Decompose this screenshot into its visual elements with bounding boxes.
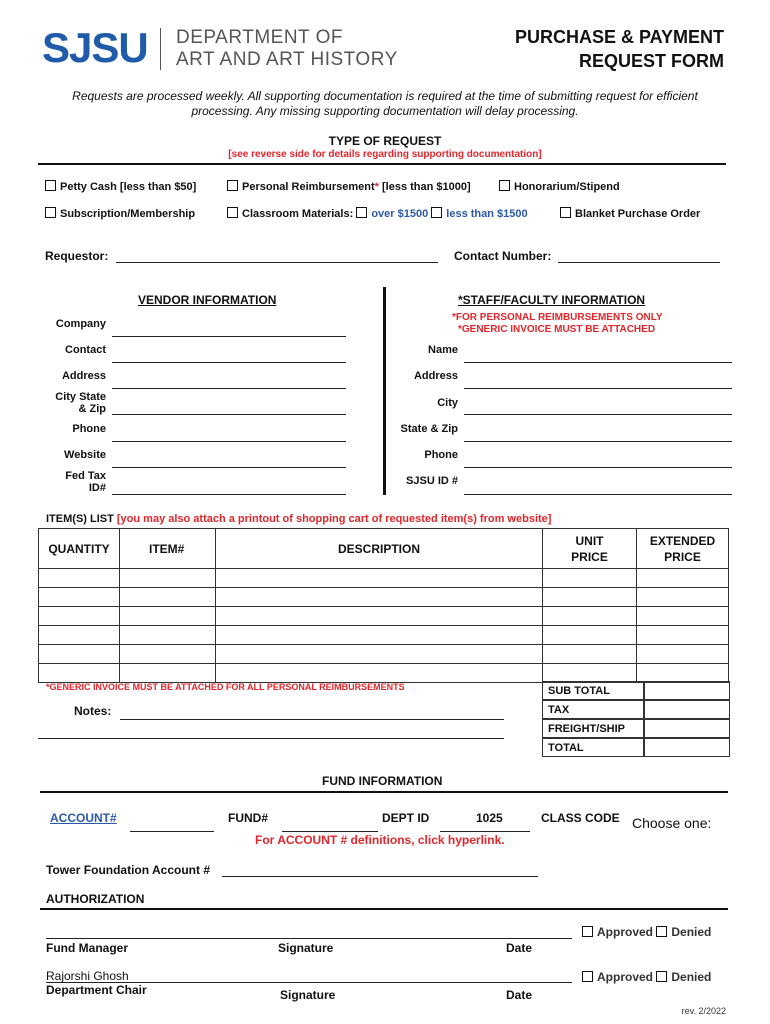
staff-address-field[interactable] (464, 388, 732, 389)
vendor-address-field[interactable] (112, 388, 346, 389)
col-description: DESCRIPTION (216, 529, 543, 569)
request-type-heading: TYPE OF REQUEST (328, 134, 442, 148)
vendor-city-label-2: & Zip (78, 403, 106, 415)
over-1500-label: over $1500 (371, 208, 429, 220)
notice-line1: Requests are processed weekly. All supporting documentation is required at the time of submitting request for efficient (72, 89, 698, 103)
class-code-select[interactable]: Choose one: (632, 815, 712, 831)
subtotal-label: SUB TOTAL (542, 681, 644, 700)
freight-value[interactable] (644, 719, 730, 738)
subtotal-value[interactable] (644, 681, 730, 700)
staff-sjsu-id-field[interactable] (464, 494, 732, 495)
request-type-rule (38, 163, 726, 165)
form-title-line1: PURCHASE & PAYMENT (514, 27, 724, 47)
contact-number-field[interactable] (558, 262, 720, 263)
blanket-po-label: Blanket Purchase Order (575, 208, 701, 220)
col-quantity: QUANTITY (39, 529, 120, 569)
less-1500-checkbox[interactable] (431, 207, 442, 218)
fund-manager-approved-checkbox[interactable] (582, 926, 593, 937)
vendor-phone-label: Phone (72, 423, 106, 435)
items-table (38, 528, 729, 683)
fund-manager-date-label: Date (506, 941, 533, 955)
staff-state-zip-field[interactable] (464, 441, 732, 442)
tax-value[interactable] (644, 700, 730, 719)
revision-label: rev. 2/2022 (681, 1006, 726, 1016)
subscription-checkbox[interactable] (45, 207, 56, 218)
petty-cash-checkbox[interactable] (45, 180, 56, 191)
items-header-row (39, 529, 729, 569)
chair-name: Rajorshi Ghosh (46, 969, 129, 983)
chair-approval[interactable] (582, 970, 711, 984)
blanket-po-checkbox[interactable] (560, 207, 571, 218)
table-row[interactable] (39, 626, 729, 645)
chair-signature-label: Signature (280, 988, 336, 1002)
notes-label: Notes: (74, 704, 112, 718)
petty-cash-label: Petty Cash [less than $50] (60, 181, 197, 193)
table-row[interactable] (39, 607, 729, 626)
col-extended-price-line1: EXTENDED (649, 533, 716, 548)
items-heading (46, 513, 551, 525)
fund-manager-signature-label: Signature (278, 941, 334, 955)
account-hyperlink-note: For ACCOUNT # definitions, click hyperlink. (255, 833, 505, 847)
vendor-website-field[interactable] (112, 467, 346, 468)
requestor-label: Requestor: (45, 249, 109, 263)
staff-sjsu-id-label: SJSU ID # (406, 475, 458, 487)
vendor-fedtax-label-2: ID# (88, 482, 106, 494)
items-heading-label: ITEM(S) LIST (46, 513, 114, 525)
staff-heading: *STAFF/FACULTY INFORMATION (458, 293, 646, 307)
over-1500-checkbox[interactable] (356, 207, 367, 218)
col-extended-price-line2: PRICE (664, 549, 701, 564)
chair-date-label: Date (506, 988, 533, 1002)
col-extended-price (637, 529, 729, 569)
personal-reimbursement-label: Personal Reimbursement (242, 181, 375, 193)
classroom-materials-checkbox[interactable] (227, 207, 238, 218)
total-value[interactable] (644, 738, 730, 757)
fund-manager-denied-checkbox[interactable] (656, 926, 667, 937)
fund-field[interactable] (282, 831, 378, 832)
vendor-fedtax-label-1: Fed Tax (65, 470, 106, 482)
vendor-city-field[interactable] (112, 414, 346, 415)
fund-rule (40, 791, 728, 793)
generic-invoice-note: *GENERIC INVOICE MUST BE ATTACHED FOR ALL PERSONAL REIMBURSEMENTS (46, 682, 405, 692)
notice-line2: processing. Any missing supporting documentation will delay processing. (191, 104, 579, 118)
vendor-website-label: Website (64, 449, 106, 461)
subscription-label: Subscription/Membership (60, 208, 196, 220)
freight-label: FREIGHT/SHIP (542, 719, 644, 738)
fund-manager-approval[interactable] (582, 925, 711, 939)
table-row[interactable] (39, 664, 729, 683)
vendor-address-label: Address (61, 370, 106, 382)
personal-reimbursement-checkbox[interactable] (227, 180, 238, 191)
form-title-line2: REQUEST FORM (578, 51, 724, 71)
petty-cash-option[interactable] (45, 180, 196, 193)
tower-foundation-label: Tower Foundation Account # (46, 863, 210, 877)
tower-foundation-field[interactable] (222, 876, 538, 877)
col-item: ITEM# (120, 529, 216, 569)
chair-approved-label: Approved (597, 970, 654, 984)
account-link[interactable]: ACCOUNT# (50, 811, 117, 825)
honorarium-label: Honorarium/Stipend (514, 181, 620, 193)
vendor-company-field[interactable] (112, 336, 346, 337)
vendor-city-label-1: City State (55, 391, 106, 403)
sjsu-logo: SJSU (42, 24, 148, 71)
dept-name-line2: ART AND ART HISTORY (176, 49, 398, 70)
request-type-subheading: [see reverse side for details regarding supporting documentation] (228, 149, 542, 160)
personal-reimbursement-star: * (374, 181, 379, 193)
fund-manager-denied-label: Denied (671, 925, 712, 939)
table-row[interactable] (39, 569, 729, 588)
staff-city-field[interactable] (464, 414, 732, 415)
department-chair-label: Department Chair (46, 983, 147, 997)
col-unit-price (543, 529, 637, 569)
fund-manager-label: Fund Manager (46, 941, 129, 955)
less-1500-label: less than $1500 (446, 208, 528, 220)
fund-manager-approved-label: Approved (597, 925, 654, 939)
staff-city-label: City (437, 397, 458, 409)
authorization-rule (40, 908, 728, 910)
personal-reimbursement-option[interactable] (227, 180, 471, 193)
dept-name-line1: DEPARTMENT OF (176, 27, 343, 48)
vendor-contact-field[interactable] (112, 362, 346, 363)
contact-number-label: Contact Number: (454, 249, 552, 263)
vendor-fedtax-field[interactable] (112, 494, 346, 495)
chair-denied-checkbox[interactable] (656, 971, 667, 982)
dept-id-field[interactable] (440, 831, 530, 832)
chair-denied-label: Denied (671, 970, 712, 984)
authorization-heading: AUTHORIZATION (46, 892, 145, 906)
dept-id-label: DEPT ID (382, 811, 430, 825)
vendor-contact-label: Contact (65, 344, 106, 356)
staff-phone-field[interactable] (464, 467, 732, 468)
staff-phone-label: Phone (424, 449, 458, 461)
fund-heading: FUND INFORMATION (322, 774, 443, 788)
vendor-phone-field[interactable] (112, 441, 346, 442)
vendor-company-label: Company (55, 318, 106, 330)
classroom-materials-label: Classroom Materials: (242, 208, 354, 220)
subscription-option[interactable] (45, 207, 195, 220)
table-row[interactable] (39, 588, 729, 607)
vendor-heading: VENDOR INFORMATION (138, 293, 277, 307)
requestor-field[interactable] (116, 262, 438, 263)
tax-label: TAX (542, 700, 644, 719)
section-divider (383, 287, 386, 495)
classroom-materials-option[interactable] (227, 207, 528, 220)
staff-name-label: Name (428, 344, 458, 356)
staff-note-1: *FOR PERSONAL REIMBURSEMENTS ONLY (452, 312, 663, 323)
chair-approved-checkbox[interactable] (582, 971, 593, 982)
personal-reimbursement-limit: [less than $1000] (382, 181, 471, 193)
total-label: TOTAL (542, 738, 644, 757)
blanket-po-option[interactable] (560, 207, 700, 220)
notes-field-2[interactable] (38, 738, 504, 739)
honorarium-option[interactable] (499, 180, 620, 193)
items-heading-note: [you may also attach a printout of shopping cart of requested item(s) from website] (116, 513, 552, 525)
staff-name-field[interactable] (464, 362, 732, 363)
logo-divider (160, 28, 161, 70)
notes-field-1[interactable] (120, 719, 504, 720)
dept-id-value[interactable]: 1025 (476, 811, 503, 825)
honorarium-checkbox[interactable] (499, 180, 510, 191)
staff-address-label: Address (413, 370, 458, 382)
staff-state-zip-label: State & Zip (400, 423, 458, 435)
staff-note-2: *GENERIC INVOICE MUST BE ATTACHED (458, 324, 656, 335)
table-row[interactable] (39, 645, 729, 664)
col-unit-price-line2: PRICE (571, 549, 608, 564)
col-unit-price-line1: UNIT (575, 533, 604, 548)
class-code-label: CLASS CODE (541, 811, 620, 825)
fund-label: FUND# (228, 811, 269, 825)
fund-manager-signature-line[interactable] (46, 938, 572, 939)
account-field[interactable] (130, 831, 214, 832)
